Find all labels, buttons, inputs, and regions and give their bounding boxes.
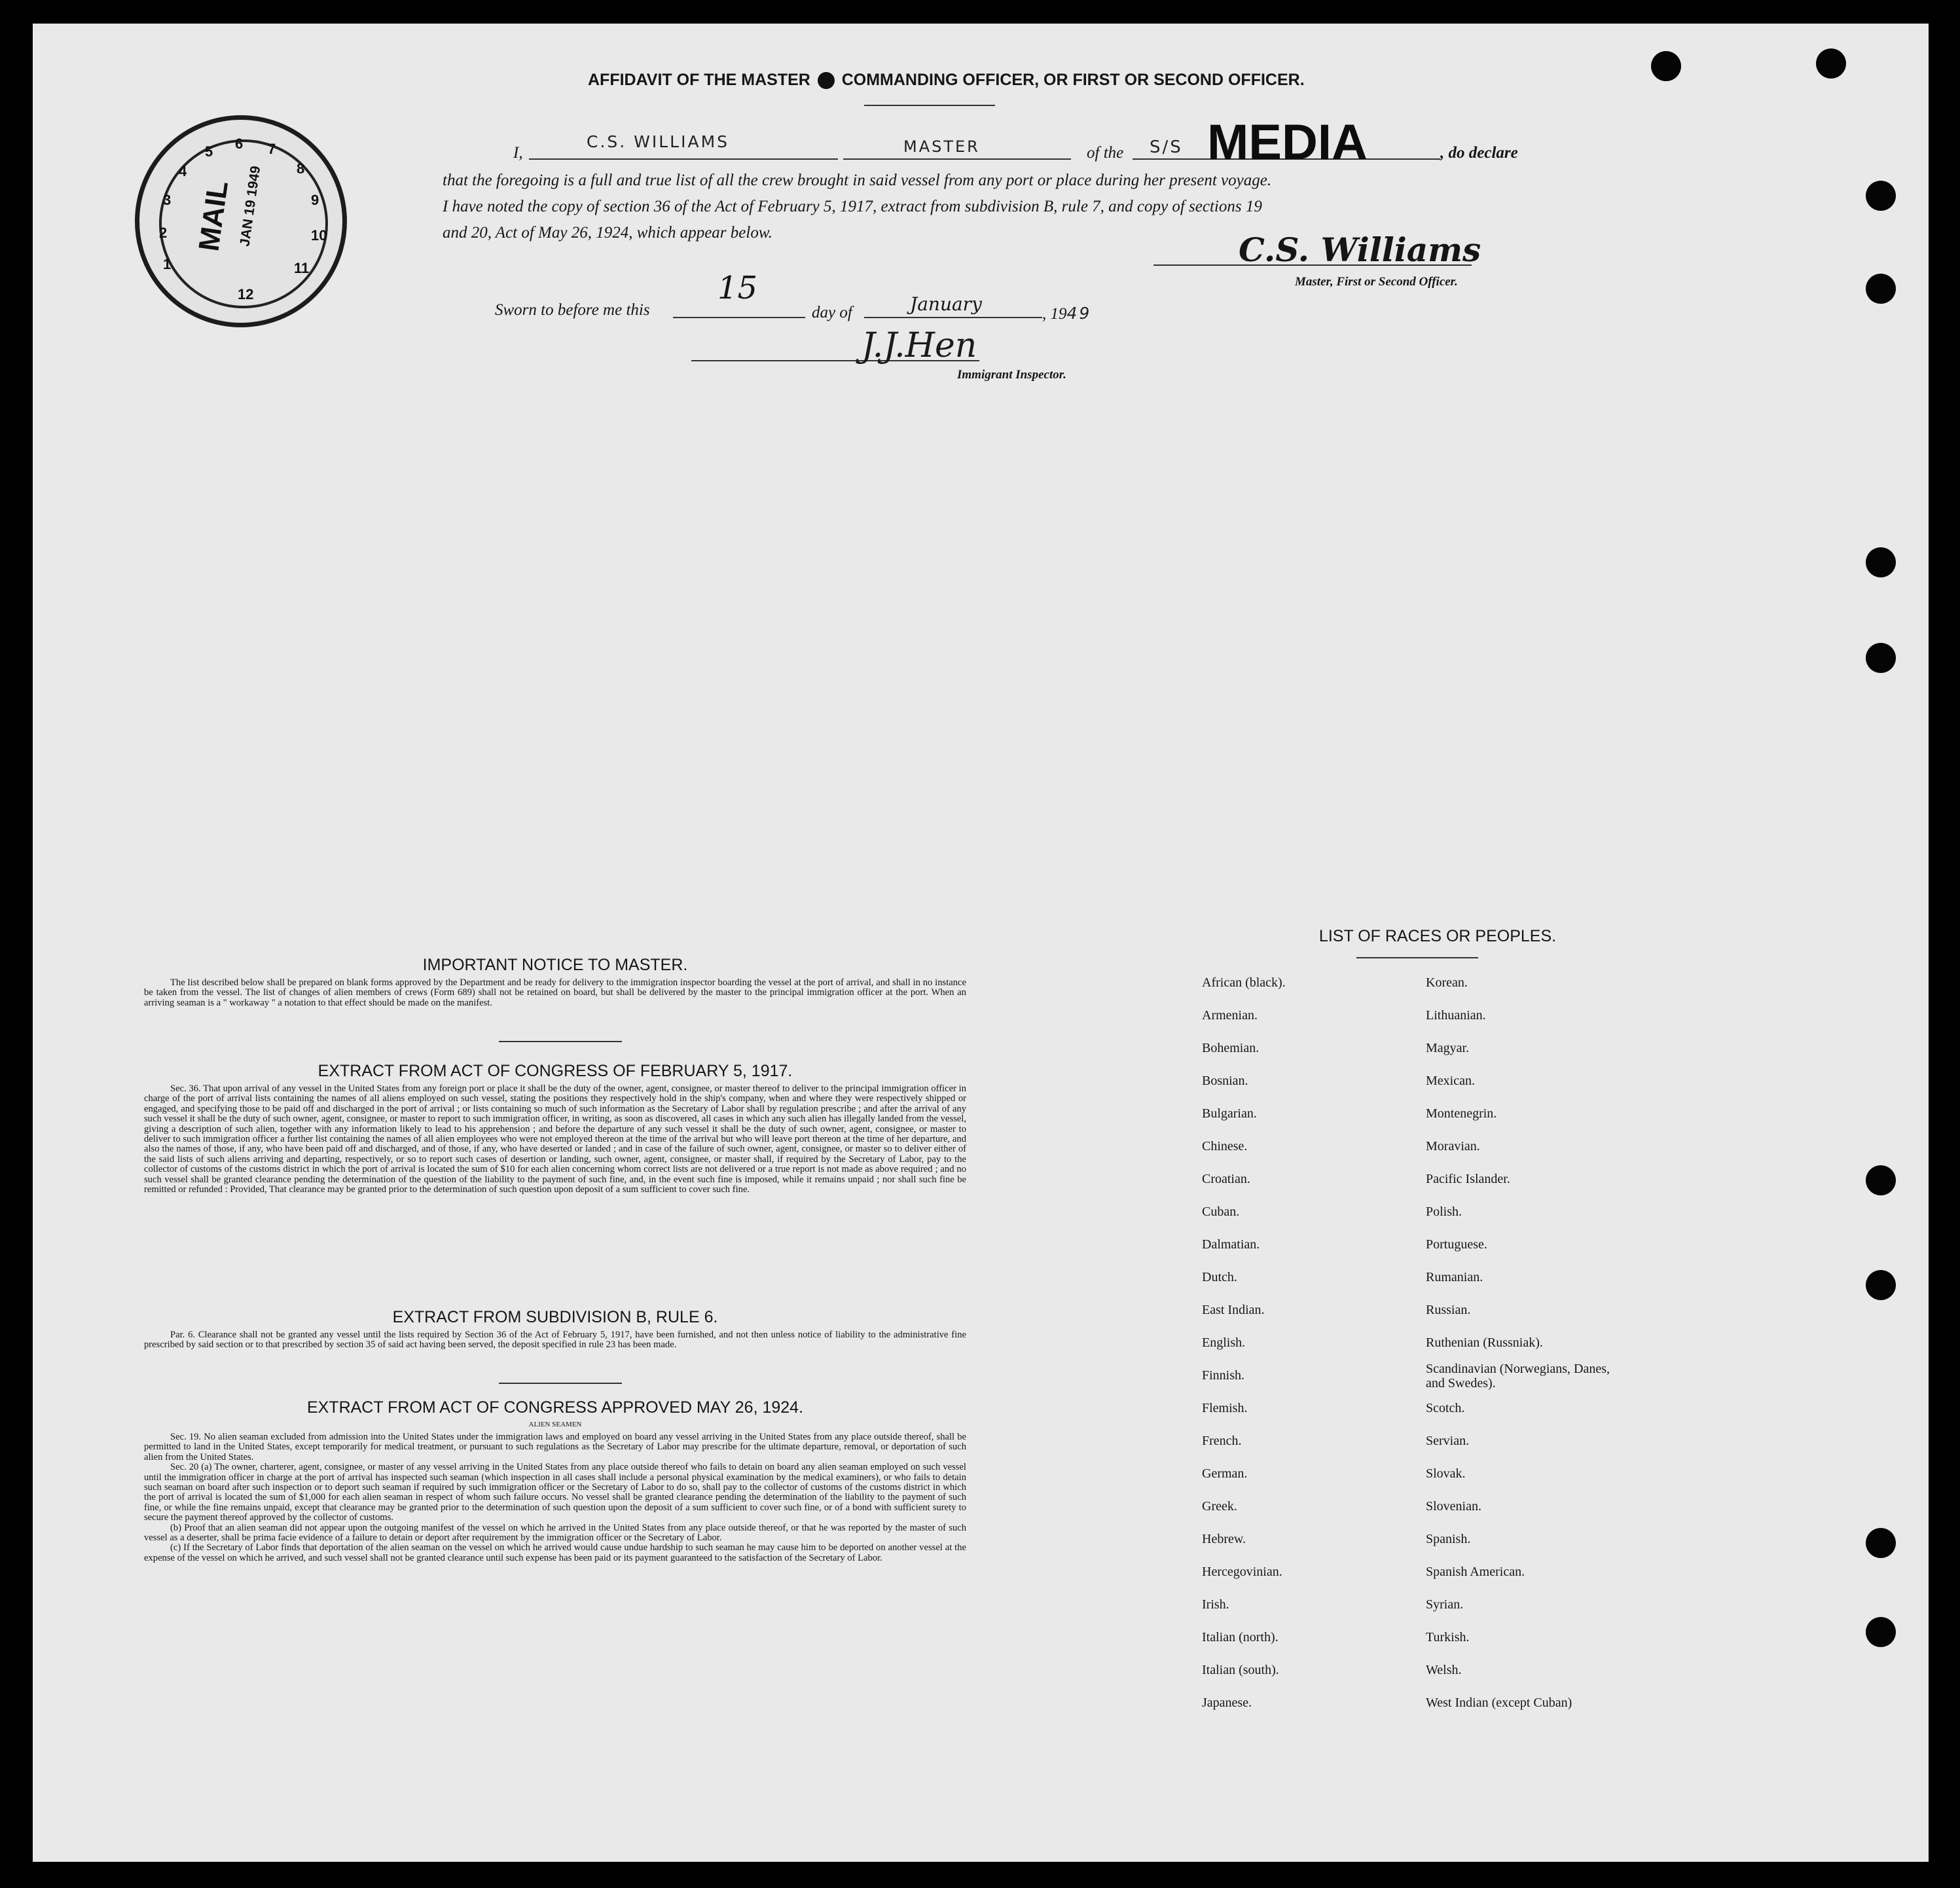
race-item: Russian. (1426, 1303, 1471, 1317)
extract-1917-title: EXTRACT FROM ACT OF CONGRESS OF FEBRUARY 5, 1917. (318, 1062, 793, 1080)
master-signature-caption: Master, First or Second Officer. (1295, 275, 1458, 289)
punch-hole (1866, 181, 1896, 211)
notice-title: IMPORTANT NOTICE TO MASTER. (422, 956, 688, 974)
year-prefix: , 19 (1042, 305, 1067, 323)
race-item: Polish. (1426, 1205, 1462, 1219)
declaration-line-2: that the foregoing is a full and true list of all the crew brought in said vessel from any port or place during her present voyage. (443, 172, 1272, 189)
race-item: Pacific Islander. (1426, 1172, 1510, 1186)
race-item: Italian (south). (1202, 1663, 1279, 1677)
race-item: Chinese. (1202, 1139, 1248, 1153)
vessel-type: S/S (1150, 137, 1183, 157)
sworn-day-line (673, 317, 805, 318)
race-item: Greek. (1202, 1499, 1237, 1514)
punch-hole (1816, 48, 1846, 79)
stamp-number: 4 (179, 163, 187, 179)
sworn-year (1042, 304, 1091, 323)
race-item: French. (1202, 1434, 1242, 1448)
stamp-number: 5 (205, 143, 213, 160)
sworn-day: 15 (717, 270, 758, 306)
sworn-label: Sworn to before me this (495, 301, 650, 319)
prefix-I: I, (513, 144, 523, 162)
stamp-number: 10 (311, 227, 327, 244)
race-item: German. (1202, 1466, 1248, 1481)
race-item: Scotch. (1426, 1401, 1465, 1415)
declaration-line-3: I have noted the copy of section 36 of the Act of February 5, 1917, extract from subdivision B, rule 7, and copy of sections 19 (443, 198, 1262, 215)
race-item: Portuguese. (1426, 1237, 1487, 1252)
punch-hole (1651, 51, 1681, 81)
inspector-signature: J.J.Hen (862, 326, 977, 365)
vessel-name: MEDIA (1207, 115, 1368, 170)
races-title: LIST OF RACES OR PEOPLES. (1318, 927, 1557, 945)
extract-1917-paragraph: Sec. 36. That upon arrival of any vessel in the United States from any foreign port or place it shall be the duty of the owner, agent, consignee, or master thereof to deliver to the principal immigration officer in charge of the port of arrival lists containing the names of all aliens employed on such vessel, stating the positions they respectively hold in the ship's company, when and where they were respectively shipped or engaged, and specifying those to be paid off and discharged in the port of arrival ; or lists containing so much of such information as the Secretary of Labor shall by regulation prescribe ; and after the arrival of any such vessel it shall be the duty of such owner, agent, consignee, or master to report to such immigration officer, in writing, as soon as discovered, all cases in which any such alien has illegally landed from the vessel, giving a description of such alien, together with any information likely to lead to his apprehension ; and before the departure of any such vessel it shall be the duty of such owner, agent, consignee, or master to deliver to such immigration officer a further list containing the names of all alien employees who were not employed thereon at the time of the arrival but who will leave port thereon at the time of her departure, and also the names of those, if any, who have been paid off and discharged, and of those, if any, who have deserted or landed ; and in case of the failure of such owner, agent, consignee, or master so to deliver either of the said lists of such aliens arriving and departing, respectively, or so to report such cases of desertion or landing, such owner, agent, consignee, or master shall, if required by the Secretary of Labor, pay to the collector of customs of the customs district in which the port of arrival is located the sum of $10 for each alien concerning whom correct lists are not delivered or a true report is not made as above required ; and no such vessel shall be granted clearance pending the determination of the question of the liability to the payment of such fine, and, in the event such fine is imposed, while it remains unpaid ; nor shall such fine be remitted or refunded : Provided, That clearance may be granted prior to the determination of such question upon deposit of a sum sufficient to cover such fine. (144, 1083, 966, 1195)
race-item: Bulgarian. (1202, 1106, 1257, 1121)
race-item: Italian (north). (1202, 1630, 1279, 1644)
race-item: English. (1202, 1335, 1246, 1350)
race-item: Spanish American. (1426, 1565, 1525, 1579)
notice-body (144, 978, 966, 1008)
punch-hole (1866, 547, 1896, 577)
sec-20b-paragraph: (b) Proof that an alien seaman did not appear upon the outgoing manifest of the vessel on which he arrived in the United States from any place outside thereof, or that he was reported by the master of such vessel as a deserter, shall be prima facie evidence of a failure to detain or deport after requirement by the immigration officer or the Secretary of Labor. (144, 1522, 966, 1544)
race-item: Slovenian. (1426, 1499, 1481, 1514)
extract-1924-body (144, 1432, 966, 1563)
race-item: Scandinavian (Norwegians, Danes, and Swedes). (1426, 1362, 1610, 1390)
extract-1924-subtitle: ALIEN SEAMEN (528, 1421, 582, 1428)
punch-hole (1866, 1165, 1896, 1195)
race-item: East Indian. (1202, 1303, 1265, 1317)
race-item: Irish. (1202, 1597, 1229, 1612)
races-title-rule (1356, 957, 1478, 958)
stamp-number: 6 (235, 136, 244, 152)
race-item: Croatian. (1202, 1172, 1250, 1186)
section-rule (499, 1383, 622, 1384)
race-item: Moravian. (1426, 1139, 1480, 1153)
document-page (33, 24, 1929, 1862)
master-name: C.S. WILLIAMS (587, 132, 730, 151)
mail-postmark-stamp (135, 115, 347, 327)
race-item: Armenian. (1202, 1008, 1258, 1023)
title-part-1: AFFIDAVIT OF THE MASTER (588, 71, 810, 89)
blot-mark (818, 72, 835, 89)
race-item: Japanese. (1202, 1696, 1252, 1710)
race-item: Bosnian. (1202, 1074, 1248, 1088)
punch-hole (1866, 1528, 1896, 1558)
sworn-month: January (910, 293, 982, 315)
of-the-label: of the (1087, 144, 1124, 162)
race-item: Lithuanian. (1426, 1008, 1486, 1023)
punch-hole (1866, 1617, 1896, 1647)
stamp-date: JAN 19 1949 (237, 165, 264, 247)
stamp-number: 7 (268, 141, 276, 157)
race-item: Welsh. (1426, 1663, 1462, 1677)
title-part-2: COMMANDING OFFICER, OR FIRST OR SECOND OFFICER. (841, 71, 1305, 89)
stamp-number: 1 (163, 256, 172, 272)
stamp-number: 2 (159, 225, 168, 241)
race-item: West Indian (except Cuban) (1426, 1696, 1572, 1710)
extract-1924-title: EXTRACT FROM ACT OF CONGRESS APPROVED MAY 26, 1924. (306, 1398, 804, 1417)
sec-20c-paragraph: (c) If the Secretary of Labor finds that deportation of the alien seaman on the vessel on which he arrived would cause undue hardship to such seaman he may cause him to be deported on another vessel at the expense of the vessel on which he arrived, and such vessel shall not be granted clearance until such expense has been paid or its payment guaranteed to the satisfaction of the Secretary of Labor. (144, 1542, 966, 1563)
stamp-number: 9 (311, 192, 319, 208)
race-item: Flemish. (1202, 1401, 1248, 1415)
subdivision-body (144, 1330, 966, 1351)
race-item: African (black). (1202, 975, 1286, 990)
race-item: Slovak. (1426, 1466, 1466, 1481)
stamp-word: MAIL (192, 179, 235, 253)
punch-hole (1866, 1270, 1896, 1300)
day-of-label: day of (812, 304, 852, 321)
master-rank: MASTER (903, 137, 980, 156)
race-item: Montenegrin. (1426, 1106, 1497, 1121)
race-item: Magyar. (1426, 1041, 1470, 1055)
rank-line (843, 158, 1071, 160)
race-item: Dutch. (1202, 1270, 1237, 1284)
stamp-number: 11 (294, 260, 310, 276)
race-item: Finnish. (1202, 1368, 1245, 1383)
stamp-number: 12 (238, 286, 254, 302)
punch-hole (1866, 643, 1896, 673)
race-item: Spanish. (1426, 1532, 1471, 1546)
name-line (529, 158, 838, 160)
race-item: Ruthenian (Russniak). (1426, 1335, 1543, 1350)
inspector-caption: Immigrant Inspector. (957, 368, 1066, 382)
section-rule (499, 1041, 622, 1042)
year-suffix: 49 (1066, 304, 1092, 323)
stamp-number: 8 (297, 160, 305, 177)
race-item: Bohemian. (1202, 1041, 1260, 1055)
title-rule (864, 105, 995, 106)
race-item: Turkish. (1426, 1630, 1470, 1644)
race-item: Servian. (1426, 1434, 1470, 1448)
sec-20a-paragraph: Sec. 20 (a) The owner, charterer, agent, consignee, or master of any vessel arriving in the United States from any place outside thereof who fails to detain on board any alien seaman employed on such vessel until the immigration officer in charge at the port of arrival has inspected such seaman (which inspection in all cases shall include a personal physical examination by the medical examiners), or who fails to detain such seaman on board after such inspection or to deport such seaman if required by such immigration officer or the Secretary of Labor to do so, shall pay to the collector of customs of the customs district in which the port of arrival is located the sum of $1,000 for each alien seaman in respect of whom such failure occurs. No vessel shall be granted clearance pending the determination of the liability to the payment of such fine, or while the fine remains unpaid, except that clearance may be granted prior to the determination of such question upon the deposit of a sum sufficient to cover such fine, or of a bond with sufficient surety to secure the payment thereof approved by the collector of customs. (144, 1462, 966, 1523)
race-item: Hercegovinian. (1202, 1565, 1282, 1579)
race-item: Hebrew. (1202, 1532, 1246, 1546)
sworn-month-line (864, 317, 1042, 318)
race-item: Syrian. (1426, 1597, 1464, 1612)
race-item: Korean. (1426, 975, 1468, 990)
declaration-line-4: and 20, Act of May 26, 1924, which appear below. (443, 224, 772, 242)
do-declare-label: , do declare (1440, 144, 1518, 162)
sec-19-paragraph: Sec. 19. No alien seaman excluded from admission into the United States under the immigration laws and employed on board any vessel arriving in the United States from any place outside thereof, shall be permitted to land in the United States, except temporarily for medical treatment, or pursuant to such regulations as the Secretary of Labor may prescribe for the ultimate departure, removal, or deportation of such alien from the United States. (144, 1432, 966, 1462)
punch-hole (1866, 274, 1896, 304)
race-item: Mexican. (1426, 1074, 1475, 1088)
race-item: Dalmatian. (1202, 1237, 1260, 1252)
stamp-number: 3 (163, 192, 172, 208)
extract-1917-body (144, 1084, 966, 1195)
subdivision-title: EXTRACT FROM SUBDIVISION B, RULE 6. (392, 1308, 718, 1326)
affidavit-title (588, 71, 1305, 90)
subdivision-paragraph: Par. 6. Clearance shall not be granted any vessel until the lists required by Section 36 of the Act of February 5, 1917, have been furnished, and not then unless notice of liability to the administrative fine prescribed by said section or to that prescribed by section 35 of said act having been served, the deposit specified in rule 23 has been made. (144, 1330, 966, 1351)
race-item: Rumanian. (1426, 1270, 1483, 1284)
master-signature: C.S. Williams (1239, 230, 1481, 269)
race-item: Cuban. (1202, 1205, 1240, 1219)
notice-paragraph: The list described below shall be prepared on blank forms approved by the Department and be ready for delivery to the immigration inspector boarding the vessel at the port of arrival, and shall in no instance be taken from the vessel. The list of changes of alien members of crews (Form 689) shall not be retained on board, but shall be delivered by the master to the principal immigration officer at the port. When an arriving seaman is a " workaway " a notation to that effect should be made on the manifest. (144, 977, 966, 1008)
